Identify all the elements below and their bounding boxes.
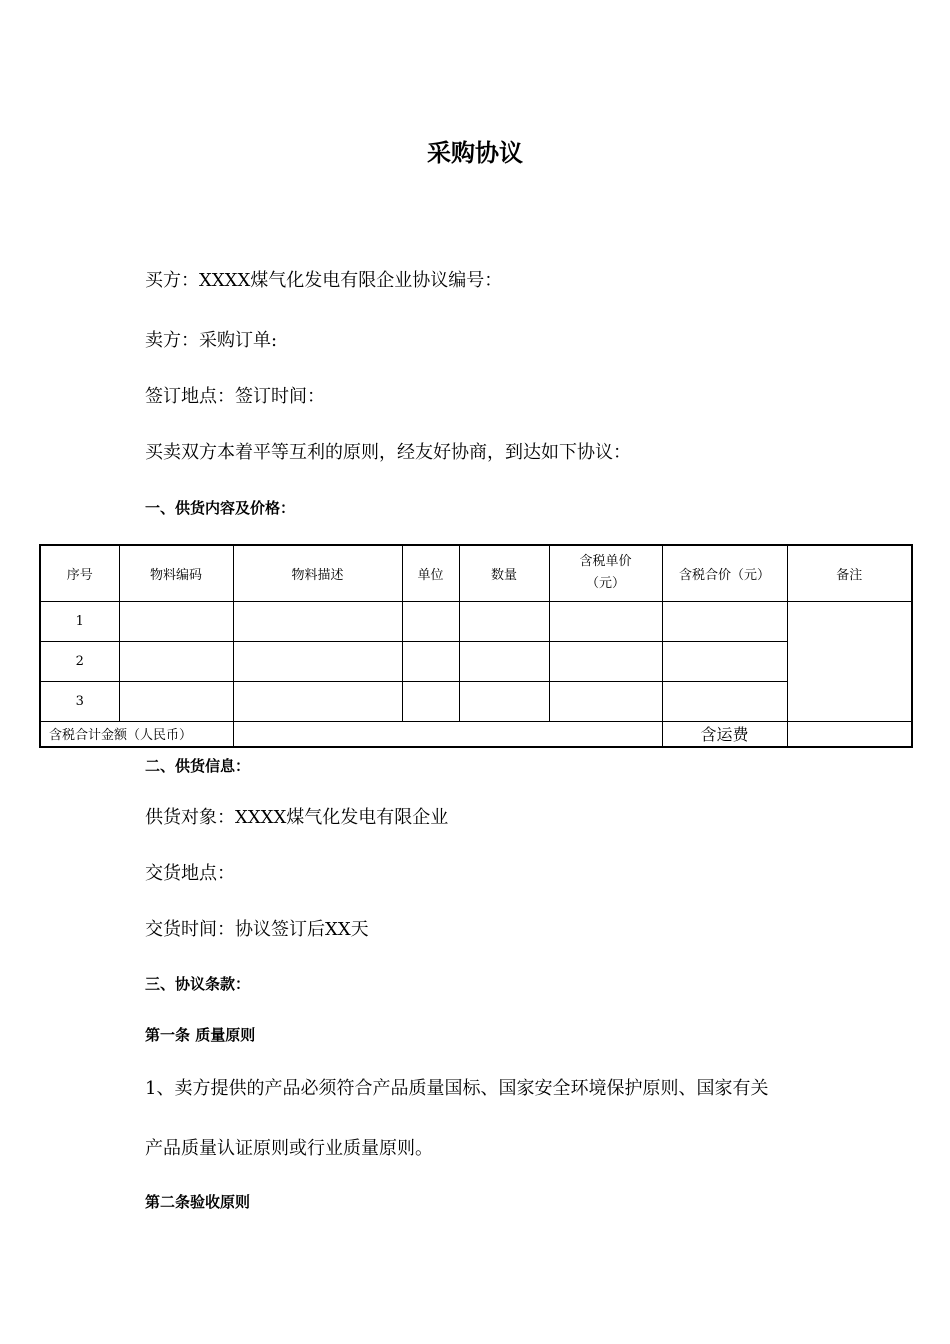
header-unit-price <box>549 545 662 601</box>
cell-qty <box>459 601 549 641</box>
cell-unit <box>402 641 459 681</box>
table-row <box>40 641 912 681</box>
section2-heading: 二、供货信息： <box>145 757 251 775</box>
total-amount-value <box>233 721 662 747</box>
cell-desc <box>233 641 402 681</box>
header-unit: 单位 <box>402 545 459 601</box>
cell-unit <box>402 601 459 641</box>
intro-line: 买卖双方本着平等互利的原则，经友好协商，到达如下协议： <box>145 442 631 463</box>
header-unit-price-line1: 含税单价 <box>579 554 632 570</box>
cell-remark <box>787 601 912 721</box>
row-no: 1 <box>40 601 119 641</box>
freight-label: 含运费 <box>662 721 787 747</box>
header-remark: 备注 <box>787 545 912 601</box>
header-code: 物料编码 <box>119 545 233 601</box>
cell-total-price <box>662 601 787 641</box>
header-unit-price-line2: （元） <box>585 576 625 592</box>
cell-total-price <box>662 681 787 721</box>
document-title: 采购协议 <box>427 139 523 167</box>
cell-code <box>119 641 233 681</box>
cell-unit-price <box>549 641 662 681</box>
cell-qty <box>459 641 549 681</box>
cell-unit-price <box>549 681 662 721</box>
section3-heading: 三、协议条款： <box>145 975 251 993</box>
article2-heading: 第二条验收原则 <box>145 1193 251 1211</box>
delivery-place-line: 交货地点： <box>145 863 235 884</box>
cell-code <box>119 681 233 721</box>
table-row <box>40 681 912 721</box>
delivery-time-line: 交货时间：协议签订后XX天 <box>145 919 369 940</box>
buyer-line: 买方：XXXX煤气化发电有限企业协议编号： <box>145 270 503 291</box>
article1-line2: 产品质量认证原则或行业质量原则。 <box>145 1138 433 1159</box>
row-no: 3 <box>40 681 119 721</box>
supply-table <box>39 544 913 748</box>
cell-unit-price <box>549 601 662 641</box>
table-header-row <box>40 545 912 601</box>
cell-code <box>119 601 233 641</box>
cell-total-price <box>662 641 787 681</box>
cell-desc <box>233 601 402 641</box>
section1-heading: 一、供货内容及价格： <box>145 499 296 517</box>
cell-qty <box>459 681 549 721</box>
header-total-price: 含税合价（元） <box>662 545 787 601</box>
cell-desc <box>233 681 402 721</box>
header-no: 序号 <box>40 545 119 601</box>
place-time-line: 签订地点：签订时间： <box>145 386 325 407</box>
seller-line: 卖方：采购订单: <box>145 330 278 351</box>
row-no: 2 <box>40 641 119 681</box>
article1-heading: 第一条 质量原则 <box>145 1026 256 1044</box>
table-row <box>40 601 912 641</box>
supply-target-line: 供货对象：XXXX煤气化发电有限企业 <box>145 807 449 828</box>
cell-unit <box>402 681 459 721</box>
article1-line1: 1、卖方提供的产品必须符合产品质量国标、国家安全环境保护原则、国家有关 <box>145 1078 769 1099</box>
freight-value <box>787 721 912 747</box>
header-qty: 数量 <box>459 545 549 601</box>
header-desc: 物料描述 <box>233 545 402 601</box>
total-row <box>40 721 912 747</box>
total-amount-label: 含税合计金额（人民币） <box>40 721 233 747</box>
